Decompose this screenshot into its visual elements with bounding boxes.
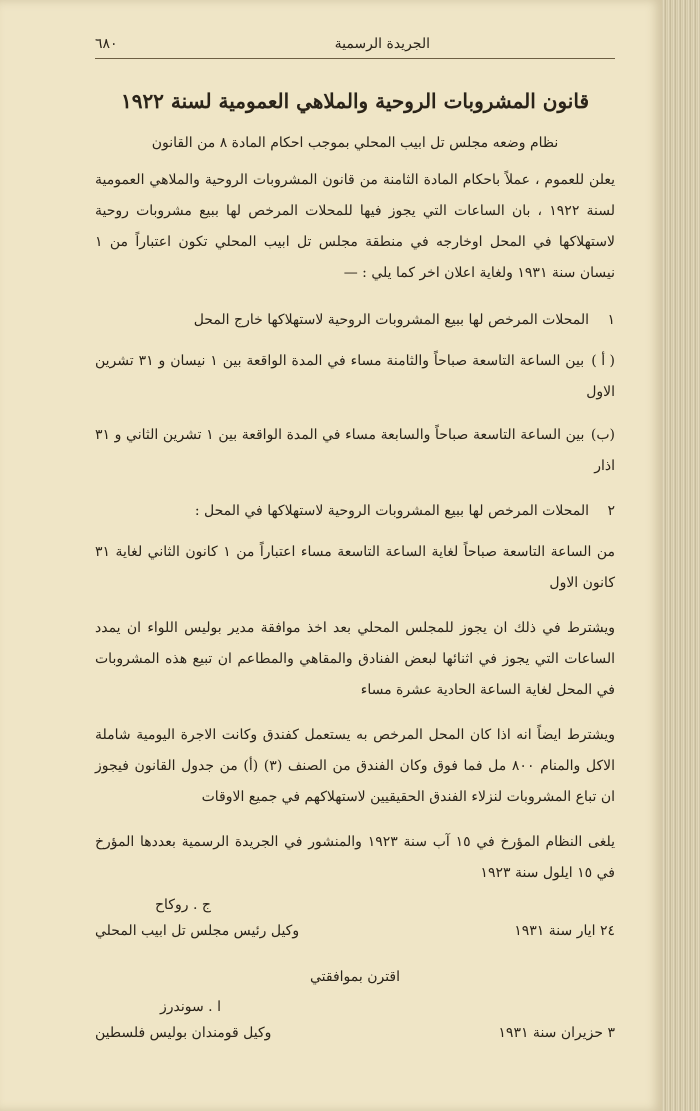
sub-b-text: بين الساعة التاسعة صباحاً والسابعة مساء في المدة الواقعة بين ١ تشرين الثاني و ٣١ اذار xyxy=(95,427,615,474)
page-edge xyxy=(662,0,700,1111)
page-number: ٦٨٠ xyxy=(95,36,118,52)
intro-paragraph: يعلن للعموم ، عملاً باحكام المادة الثامنة من قانون المشروبات الروحية والملاهي العمومية لسنة ١٩٢٢ ، بان الساعات التي يجوز فيها للمحلات المرخص لها ببيع مشروبات روحية لاستهلاكها في المحل اوخارجه في منطقة مجلس تل ابيب المحلي تكون اعتباراً من ١ نيسان سنة ١٩٣١ ولغاية اعلان اخر كما يلي : — xyxy=(95,172,616,281)
signature-block-1 xyxy=(95,897,615,947)
law-subtitle: نظام وضعه مجلس تل ابيب المحلي بموجب احكام المادة ٨ من القانون xyxy=(151,135,559,151)
signature-block-2 xyxy=(95,999,615,1049)
sub-b-label: (ب) xyxy=(590,427,615,443)
item-1-number: ١ xyxy=(607,312,615,328)
signer-2-name: ا . سوندرز xyxy=(160,999,221,1015)
item-2-text: المحلات المرخص لها ببيع المشروبات الروحية لاستهلاكها في المحل : xyxy=(194,503,589,519)
approval-text: اقترن بموافقتي xyxy=(309,969,401,985)
sub-a-text: بين الساعة التاسعة صباحاً والثامنة مساء في المدة الواقعة بين ١ نيسان و ٣١ تشرين الاول xyxy=(95,353,615,400)
item-2 xyxy=(95,496,615,527)
item-1-text: المحلات المرخص لها ببيع المشروبات الروحية لاستهلاكها خارج المحل xyxy=(193,312,589,328)
signer-1-role: وكيل رئيس مجلس تل ابيب المحلي xyxy=(95,923,300,939)
item-1-sub-b xyxy=(95,420,615,482)
item-1 xyxy=(95,305,615,336)
item-2-body: من الساعة التاسعة صباحاً لغاية الساعة التاسعة مساء اعتباراً من ١ كانون الثاني لغاية ٣١ كانون الاول xyxy=(95,544,615,591)
gazette-title: الجريدة الرسمية xyxy=(334,36,430,52)
signature-1-date: ٢٤ ايار سنة ١٩٣١ xyxy=(514,923,615,939)
hotel-paragraph: ويشترط ايضاً انه اذا كان المحل المرخص به يستعمل كفندق وكانت الاجرة اليومية شاملة الاكل والمنام ٨٠٠ مل فما فوق وكان الفندق من الصنف (٣) (أ) من جدول القانون فيجوز ان تباع المشروبات لنزلاء الفندق الحقيقيين لاستهلاكهم في جميع الاوقات xyxy=(95,727,615,805)
page-header xyxy=(95,30,615,59)
law-title: قانون المشروبات الروحية والملاهي العمومية لسنة ١٩٢٢ xyxy=(120,89,590,113)
cancel-paragraph: يلغى النظام المؤرخ في ١٥ آب سنة ١٩٢٣ والمنشور في الجريدة الرسمية بعددها المؤرخ في ١٥ ايلول سنة ١٩٢٣ xyxy=(95,834,616,881)
document-content xyxy=(95,30,615,1049)
sub-a-label: ( أ ) xyxy=(591,353,615,369)
item-2-number: ٢ xyxy=(607,503,615,519)
extension-paragraph: ويشترط في ذلك ان يجوز للمجلس المحلي بعد اخذ موافقة مدير بوليس اللواء ان يمدد الساعات التي يجوز في اثنائها لبعض الفنادق والمقاهي والمطاعم ان تبيع هذه المشروبات في المحل لغاية الساعة الحادية عشرة مساء xyxy=(95,620,615,698)
item-1-sub-a xyxy=(95,346,615,408)
signature-2-date: ٣ حزيران سنة ١٩٣١ xyxy=(498,1025,615,1041)
signer-1-name: ج . روكاح xyxy=(155,897,211,913)
signer-2-role: وكيل قومندان بوليس فلسطين xyxy=(95,1025,272,1041)
